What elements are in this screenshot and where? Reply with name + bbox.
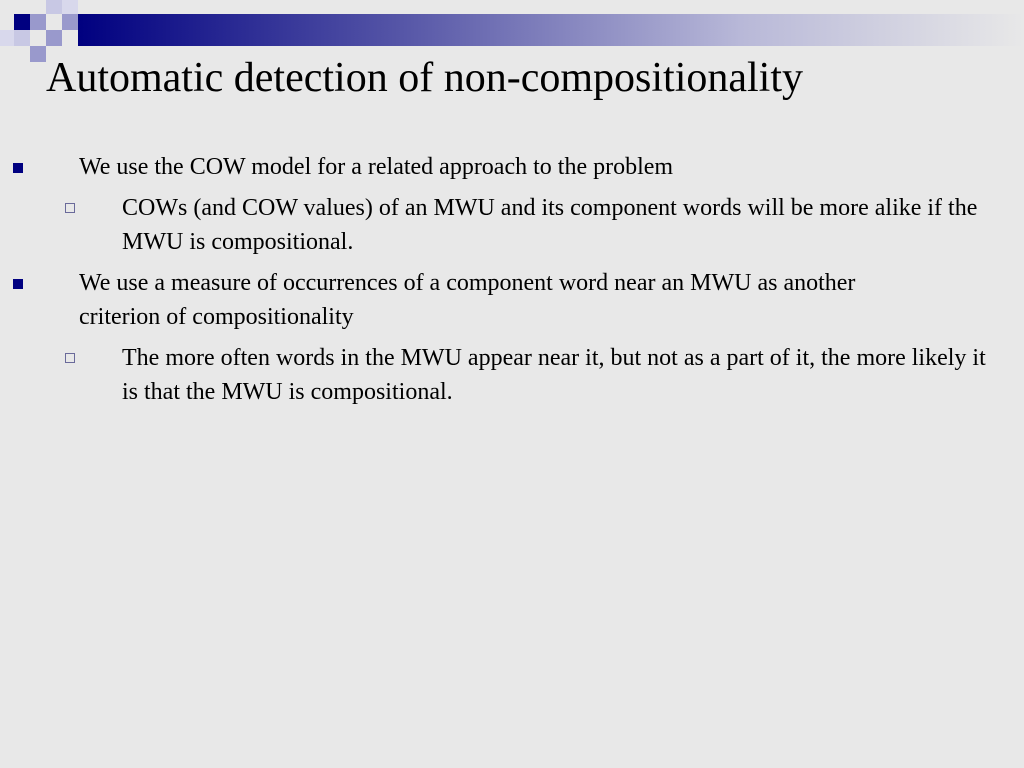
- bullet-text: We use a measure of occurrences of a component word near an MWU as another criterion of compositionality: [79, 270, 856, 330]
- bullet-text: We use the COW model for a related approach to the problem: [79, 154, 674, 180]
- hollow-square-bullet-icon: [65, 353, 75, 363]
- filled-square-bullet-icon: [13, 279, 23, 289]
- sub-bullet-text: COWs (and COW values) of an MWU and its component words will be more alike if the MWU is compositional.: [122, 195, 978, 255]
- hollow-square-bullet-icon: [65, 203, 75, 213]
- bullet-item: [0, 266, 919, 334]
- bullet-item: [0, 150, 919, 184]
- sub-bullet-item: [0, 191, 992, 259]
- filled-square-bullet-icon: [13, 163, 23, 173]
- header-gradient-band: [78, 14, 1024, 46]
- sub-bullet-item: [0, 341, 992, 409]
- bullet-list: [0, 150, 1024, 416]
- sub-bullet-text: The more often words in the MWU appear near it, but not as a part of it, the more likely it is that the MWU is compositional.: [122, 345, 986, 405]
- slide-title: Automatic detection of non-compositionality: [46, 55, 804, 101]
